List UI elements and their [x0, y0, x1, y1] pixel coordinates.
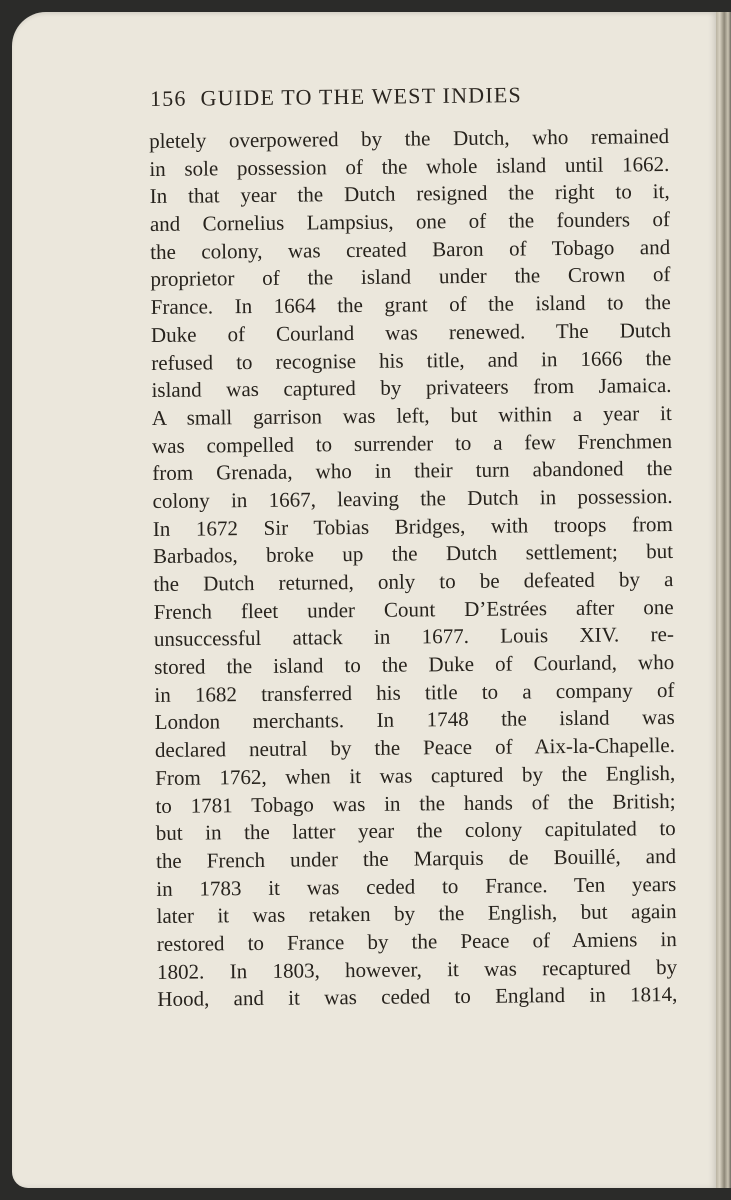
text-line: was compelled to surrender to a few Frenchmen: [151, 428, 673, 458]
text-line: stored the island to the Duke of Courland, who: [154, 650, 675, 680]
text-line: and Cornelius Lampsius, one of the founders of: [149, 207, 671, 237]
text-line: Duke of Courland was renewed. The Dutch: [150, 317, 672, 347]
text-line: In 1672 Sir Tobias Bridges, with troops from: [152, 511, 673, 541]
text-line: 1802. In 1803, however, it was recaptured by: [156, 954, 678, 984]
text-line: Barbados, broke up the Dutch settlement; but: [152, 539, 674, 569]
text-line: the colony, was created Baron of Tobago and: [150, 234, 671, 264]
text-line: A small garrison was left, but within a year it: [151, 400, 672, 430]
text-line: the French under the Marquis de Bouillé, and: [155, 843, 677, 873]
text-line: From 1762, when it was captured by the English,: [155, 760, 676, 790]
text-line: refused to recognise his title, and in 1666 the: [151, 345, 672, 375]
running-title: GUIDE TO THE WEST INDIES: [200, 82, 523, 111]
running-header: [150, 81, 620, 112]
text-line: but in the latter year the colony capitulated to: [155, 816, 676, 846]
text-line: pletely overpowered by the Dutch, who remained: [149, 124, 670, 153]
text-line: in sole possession of the whole island until 1662.: [149, 151, 670, 181]
text-line: In that year the Dutch resigned the right to it,: [149, 179, 670, 209]
text-line: French fleet under Count D’Estrées after one: [153, 594, 674, 624]
text-line: declared neutral by the Peace of Aix-la-Chapelle.: [154, 733, 676, 763]
text-line: France. In 1664 the grant of the island to the: [150, 290, 671, 320]
book-spine-edge: [716, 12, 731, 1188]
text-line: in 1682 transferred his title to a company of: [154, 677, 675, 707]
text-line: restored to France by the Peace of Amiens in: [156, 926, 677, 956]
text-line: from Grenada, who in their turn abandoned the: [152, 456, 673, 486]
text-line: later it was retaken by the English, but again: [156, 899, 677, 929]
text-line: in 1783 it was ceded to France. Ten years: [156, 871, 677, 901]
body-text: [149, 123, 677, 1014]
text-line: island was captured by privateers from Jamaica.: [151, 373, 672, 403]
page-number: 156: [149, 85, 187, 111]
text-line: unsuccessful attack in 1677. Louis XIV. re-: [153, 622, 674, 652]
text-line: Hood, and it was ceded to England in 1814,: [157, 982, 678, 1012]
text-line: proprietor of the island under the Crown of: [150, 262, 671, 292]
text-line: London merchants. In 1748 the island was: [154, 705, 675, 735]
text-line: the Dutch returned, only to be defeated by a: [153, 566, 674, 596]
text-line: colony in 1667, leaving the Dutch in possession.: [152, 483, 673, 513]
text-line: to 1781 Tobago was in the hands of the British;: [155, 788, 676, 818]
